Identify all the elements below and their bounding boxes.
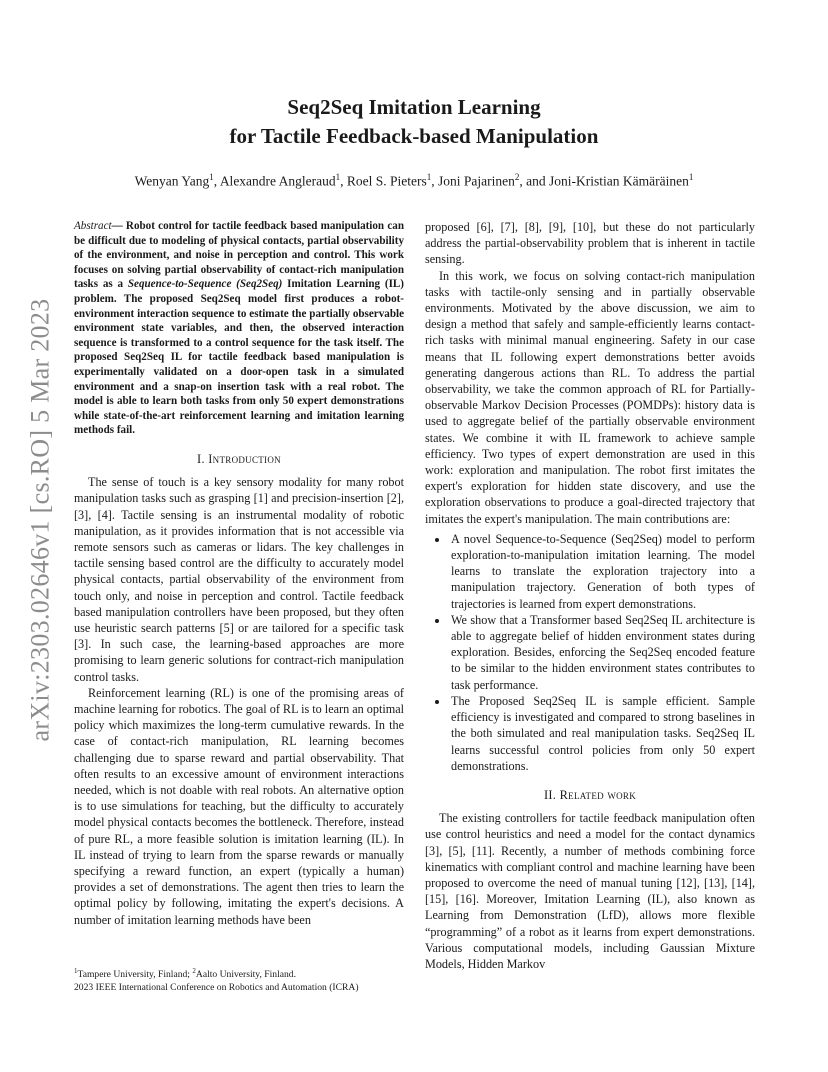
footnote-affiliation: Tampere University, Finland; bbox=[77, 969, 190, 981]
arxiv-identifier-stamp bbox=[22, 285, 58, 755]
paragraph: Reinforcement learning (RL) is one of the promising areas of machine learning for robotics. The goal of RL is to learn an optimal policy which maximizes the long-term cumulative rewards. In the case of contact-rich manipulation, RL learning becomes challenging due to sparse reward and partial observability. That often results to an excessive amount of environment interactions needed, which is not doable with real robots. An alternative option is to use simulations for teaching, but the difficulty to accurately model physical contacts becomes the bottleneck. Therefore, instead of pure RL, a more feasible solution is imitation learning (IL). In IL instead of trying to learn from the sparse rewards or manually specifying a reward function, an expert (typically a human) provides a set of demonstrations. The agent then tries to learn the optimal policy by following, imitating the expert's decisions. A number of imitation learning methods have been bbox=[74, 685, 404, 927]
contributions-list bbox=[425, 531, 755, 774]
abstract-label: Abstract bbox=[74, 220, 112, 232]
list-item: • A novel Sequence-to-Sequence (Seq2Seq) model to perform exploration-to-manipulation imitation learning. The model learns to translate the exploration trajectory into a manipulation trajectory. Generation of both types of trajectories is learned from expert demonstrations. bbox=[449, 531, 755, 612]
abstract bbox=[74, 219, 404, 438]
author-affiliation: 1 bbox=[335, 172, 341, 182]
paragraph-continuation: proposed [6], [7], [8], [9], [10], but these do not particularly address the partial-observability problem that is inherent in tactile sensing. bbox=[425, 220, 755, 267]
paper-title bbox=[0, 93, 828, 151]
author-name: Wenyan Yang bbox=[134, 173, 210, 189]
footnote-mark: 2 bbox=[192, 967, 196, 975]
abstract-emphasis: Sequence-to-Sequence (Seq2Seq) bbox=[127, 278, 283, 291]
abstract-text: Imitation Learning (IL) problem. The proposed Seq2Seq model first produces a robot-environment interaction sequence to estimate the partially observable environment state variables, and then, the observed interaction sequence is transformed to a control sequence for the task itself. The proposed Seq2Seq IL for tactile feedback based manipulation is experimentally validated on a door-open task in a simulated environment and a snap-on insertion task with a real robot. The model is able to learn both tasks from only 50 expert demonstrations while state-of-the-art reinforcement learning and imitation learning methods fail. bbox=[74, 278, 404, 437]
footnote bbox=[74, 965, 414, 994]
footnote-mark: 1 bbox=[74, 967, 78, 975]
author-affiliation: 1 bbox=[688, 172, 694, 182]
section-heading-introduction: I. Introduction bbox=[197, 451, 281, 466]
footnote-affiliations bbox=[74, 965, 414, 981]
author-affiliation: 1 bbox=[209, 172, 214, 182]
author-name: Alexandre Angleraud bbox=[219, 173, 336, 189]
author-affiliation: 2 bbox=[514, 172, 520, 182]
right-column bbox=[425, 219, 755, 972]
paragraph: The sense of touch is a key sensory modality for many robot manipulation tasks such as grasping [1] and precision-insertion [2], [3], [4]. Tactile sensing is an instrumental modality of robotic manipulation, as it provides information that is not accessible via remote sensors such as cameras or lidars. The key challenges in tactile sensing based control are the difficulty to accurately model physical contacts, partial observability of the environment from touch only, and noise in perception and control. Tactile feedback based manipulation controllers have been proposed, but they often use heuristic search patterns [5] or are tailored for a specific task [3]. In such case, the learning-based approaches are more promising to learn generic solutions for contract-rich manipulation control tasks. bbox=[74, 475, 404, 684]
author-name: Roel S. Pieters bbox=[346, 173, 427, 189]
footnote-affiliation: Aalto University, Finland. bbox=[195, 969, 296, 981]
title-line-2: for Tactile Feedback-based Manipulation bbox=[229, 124, 599, 148]
author-name: Joni Pajarinen bbox=[438, 173, 515, 189]
paragraph: In this work, we focus on solving contact-rich manipulation tasks with tactile-only sensing and in partially observable environments. Motivated by the above discussion, we aim to design a method that safely and sample-efficiently learns contact-rich tasks with minimal manual engineering. Safety in our case means that IL following expert demonstrations better avoids generating dangerous actions than RL. To address the partial observability, we take the common approach of RL for Partially-observable Markov Decision Processes (POMDPs): history data is used to aggregate belief of the partially observable environment states. We combine it with IL framework to achieve sample efficiency. Two types of expert demonstration are used in this work: exploration and manipulation. The robot first imitates the expert's exploration for hidden state discovery, and use the exploration observations to produce a goal-directed trajectory that imitates the expert's manipulation. The main contributions are: bbox=[425, 268, 755, 526]
author-affiliation: 1 bbox=[426, 172, 432, 182]
list-item: • The Proposed Seq2Seq IL is sample efficient. Sample efficiency is investigated and compared to strong baselines in the both simulated and real manipulation tasks. Seq2Seq IL learns successful control policies from only 50 expert demonstrations. bbox=[449, 693, 755, 774]
list-item: • We show that a Transformer based Seq2Seq IL architecture is able to aggregate belief of hidden environment states during exploration. Besides, enforcing the Seq2Seq encoded feature to be similar to the hidden environment states contributes to task performance. bbox=[449, 612, 755, 693]
footnote-conference: 2023 IEEE International Conference on Robotics and Automation (ICRA) bbox=[74, 982, 359, 994]
arxiv-id-text: arXiv:2303.02646v1 [cs.RO] 5 Mar 2023 bbox=[25, 298, 54, 742]
author-name: Joni-Kristian Kämäräinen bbox=[549, 173, 689, 189]
paragraph: The existing controllers for tactile feedback manipulation often use control heuristics and need a model for the contact dynamics [3], [5], [11]. Recently, a number of methods combining force kinematics with compliant control and machine learning have been proposed to overcome the need of manual tuning [12], [13], [14], [15], [16]. Moreover, Imitation Learning (IL), also known as Learning from Demonstration (LfD), allows more flexible “programming” of a robot as it learns from expert demonstrations. Various computational models, including Gaussian Mixture Models, Hidden Markov bbox=[425, 811, 755, 971]
left-column bbox=[74, 219, 404, 928]
author-list: Wenyan Yang$^1$, Alexandre Angleraud$^1$, Roel S. Pieters$^1$, Joni Pajarinen$^2$, and Joni-Kristian Kämäräinen$^1$ bbox=[134, 172, 694, 189]
section-heading-related-work: II. Related work bbox=[543, 787, 637, 802]
title-line-1: Seq2Seq Imitation Learning bbox=[287, 95, 541, 119]
abstract-text: — Robot control for tactile feedback based manipulation can be difficult due to modeling of physical contacts, partial observability of the environment, and noise in perception and control. This work focuses on solving partial observability of contact-rich manipulation tasks as a bbox=[74, 220, 404, 291]
